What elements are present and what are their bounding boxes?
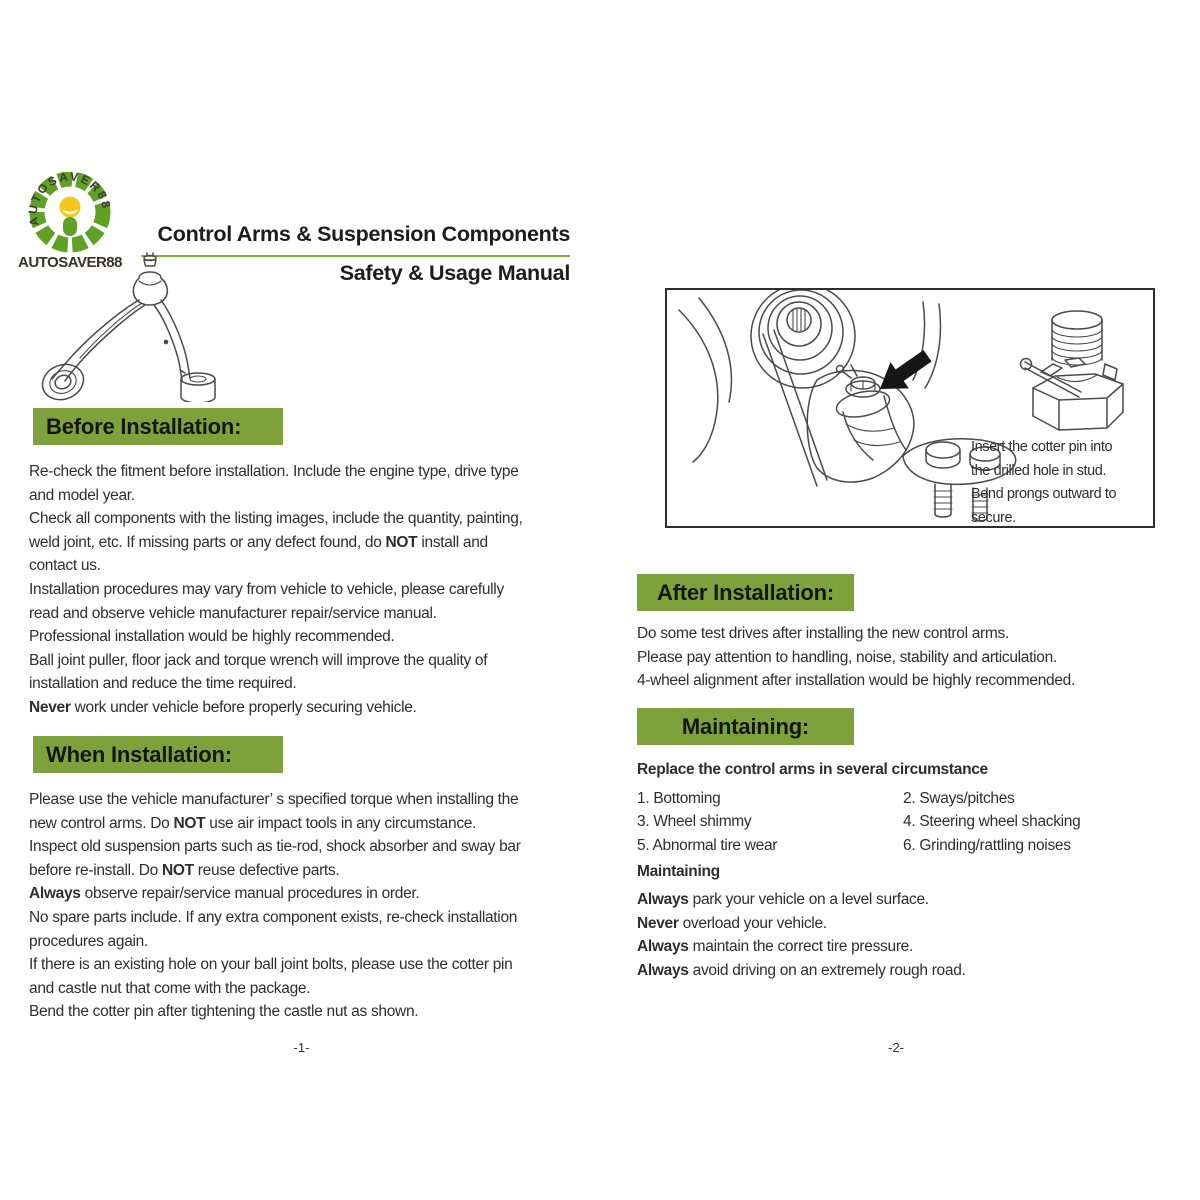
text-line: before re-install. Do NOT reuse defective parts. bbox=[29, 861, 340, 879]
text-line: Please pay attention to handling, noise, stability and articulation. bbox=[637, 648, 1057, 666]
control-arm-illustration bbox=[38, 252, 233, 402]
section-heading-before-installation: Before Installation: bbox=[33, 408, 283, 445]
text-line: contact us. bbox=[29, 557, 101, 575]
text-line: Always maintain the correct tire pressure. bbox=[637, 938, 914, 956]
text-line: Never work under vehicle before properly securing vehicle. bbox=[29, 698, 417, 716]
section-heading-maintaining: Maintaining: bbox=[637, 708, 854, 745]
cotter-pin-figure bbox=[665, 288, 1155, 528]
page-number-1: -1- bbox=[293, 1040, 310, 1055]
document-subtitle: Safety & Usage Manual bbox=[339, 261, 570, 285]
maintaining-text bbox=[637, 888, 966, 982]
text-line: new control arms. Do NOT use air impact tools in any circumstance. bbox=[29, 814, 477, 832]
text-line: and castle nut that come with the package. bbox=[29, 979, 311, 997]
text-line: installation and reduce the time required. bbox=[29, 675, 297, 693]
list-item: 3. Wheel shimmy bbox=[637, 813, 752, 831]
text-line: No spare parts include. If any extra component exists, re-check installation bbox=[29, 908, 518, 926]
when-installation-text bbox=[29, 788, 521, 1024]
page-number-2: -2- bbox=[888, 1040, 904, 1055]
text-line: Inspect old suspension parts such as tie-rod, shock absorber and sway bar bbox=[29, 838, 521, 856]
castle-nut-cotter-pin-illustration bbox=[1021, 311, 1124, 430]
list-item: 1. Bottoming bbox=[637, 790, 721, 807]
text-line: Always avoid driving on an extremely rough road. bbox=[637, 961, 966, 979]
text-line: Always observe repair/service manual procedures in order. bbox=[29, 885, 420, 903]
caption-line: secure. bbox=[971, 509, 1016, 526]
replace-circumstance-heading: Replace the control arms in several circumstance bbox=[637, 761, 988, 778]
text-line: 4-wheel alignment after installation would be highly recommended. bbox=[637, 672, 1076, 690]
text-line: Please use the vehicle manufacturer’ s specified torque when installing the bbox=[29, 791, 519, 808]
text-line: Do some test drives after installing the new control arms. bbox=[637, 625, 1009, 642]
text-line: Check all components with the listing images, include the quantity, painting, bbox=[29, 510, 523, 528]
text-line: Ball joint puller, floor jack and torque wrench will improve the quality of bbox=[29, 651, 488, 669]
list-item: 6. Grinding/rattling noises bbox=[903, 836, 1071, 854]
list-item: 5. Abnormal tire wear bbox=[637, 836, 778, 854]
text-line: read and observe vehicle manufacturer repair/service manual. bbox=[29, 604, 437, 622]
before-installation-text bbox=[29, 460, 523, 720]
section-heading-after-installation: After Installation: bbox=[637, 574, 854, 611]
text-line: If there is an existing hole on your ball joint bolts, please use the cotter pin bbox=[29, 956, 513, 974]
caption-line: Insert the cotter pin into bbox=[971, 439, 1113, 455]
text-line: Never overload your vehicle. bbox=[637, 914, 827, 932]
text-line: Always park your vehicle on a level surface. bbox=[637, 891, 929, 908]
text-line: Installation procedures may vary from vehicle to vehicle, please carefully bbox=[29, 580, 504, 598]
figure-caption bbox=[971, 436, 1151, 528]
text-line: Bend the cotter pin after tightening the castle nut as shown. bbox=[29, 1003, 419, 1021]
after-installation-text bbox=[637, 622, 1075, 693]
caption-line: Bend prongs outward to bbox=[971, 486, 1117, 502]
document-title: Control Arms & Suspension Components bbox=[157, 222, 570, 246]
text-line: Re-check the fitment before installation. Include the engine type, drive type bbox=[29, 463, 519, 480]
list-item: 4. Steering wheel shacking bbox=[903, 813, 1081, 831]
brand-logo bbox=[22, 172, 118, 256]
text-line: Professional installation would be highly recommended. bbox=[29, 628, 395, 646]
list-item: 2. Sways/pitches bbox=[903, 790, 1015, 807]
section-heading-when-installation: When Installation: bbox=[33, 736, 283, 773]
arrow-indicator-icon bbox=[871, 343, 937, 402]
maintaining-sub-heading: Maintaining bbox=[637, 863, 720, 880]
brand-logo-icon bbox=[22, 172, 118, 256]
text-line: procedures again. bbox=[29, 932, 148, 950]
text-line: and model year. bbox=[29, 486, 135, 504]
caption-line: the drilled hole in stud. bbox=[971, 462, 1107, 479]
text-line: weld joint, etc. If missing parts or any defect found, do NOT install and bbox=[29, 533, 488, 551]
brand-arc-text: AUTOSAVER88 bbox=[25, 172, 114, 228]
brand-wordmark: AUTOSAVER88 bbox=[18, 254, 122, 271]
circumstance-list bbox=[637, 787, 1157, 857]
